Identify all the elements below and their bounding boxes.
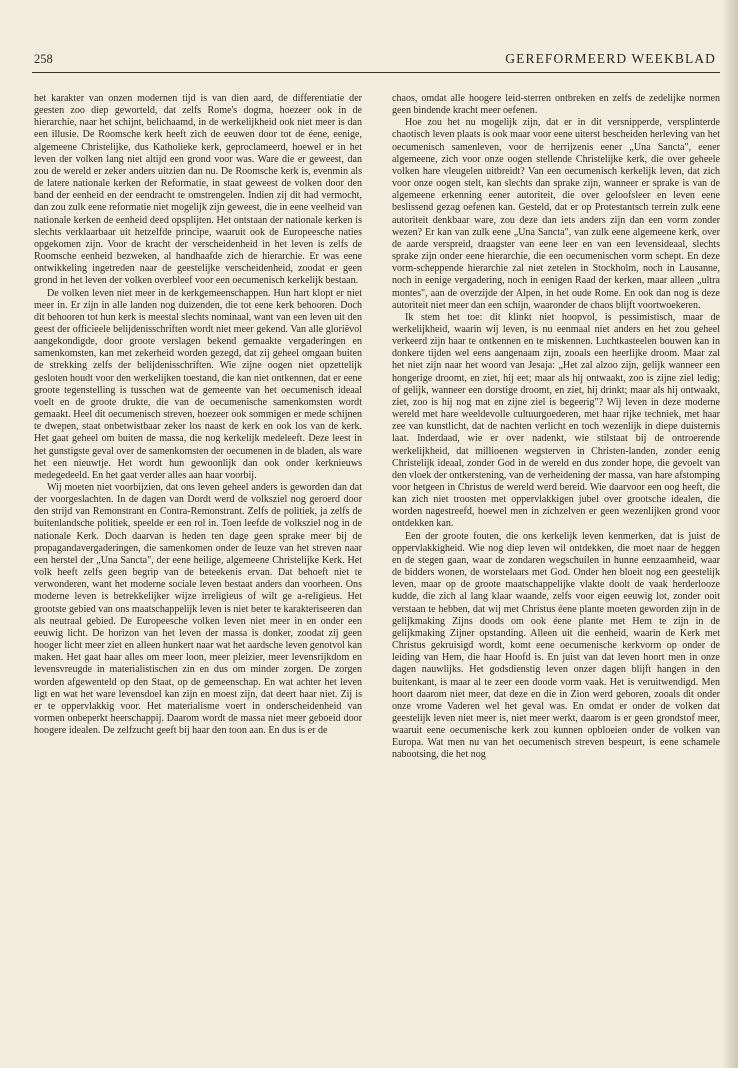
right-column	[392, 93, 720, 762]
paragraph: Hoe zou het nu mogelijk zijn, dat er in dit versnipperde, versplinterde chaotisch leven plaats is ook maar voor eene uiterst bescheiden herleving van het oecumenisch samenleven, voor de herrijzenis eener „Una Sancta", eener algemeene, zich voor onze oogen stellende Christelijke kerk, die over geheele volken hare vleugelen uitbreidt? Van een oecumenisch kerkelijk leven, dat zich voor onze oogen stelt, kan slechts dan sprake zijn, wanneer er sprake is van de algemeene erkenning eener autoriteit, die over geloofsleer en leven eene beslissend gezag oefenen kan. Gesteld, dat er op Protestantsch terrein zulk eene autoriteit denkbaar ware, zou deze dan iets anders zijn dan een vorm zonder wezen? Er kan van zulk eene „Una Sancta", van zulk eene algemeene kerk, over de aarde verspreid, draagster van eene leer en van een levensideaal, slechts sprake zijn onder eene hierarchie, die een oecumenischen vorm schept. En deze vorm-scheppende hierarchie zal niet zetelen in Stockholm, noch in Lausanne, noch in eenige vergadering, noch in eenigen Raad der kerken, maar alleen „ultra montes", aan de overzijde der Alpen, in het oude Rome. En ook dan nog is deze autoriteit niet meer dan een schijn, waaronder de chaos blijft voortwoekeren.	[392, 117, 720, 311]
paragraph: De volken leven niet meer in de kerkgemeenschappen. Hun hart klopt er niet meer in. Er zijn in alle landen nog duizenden, die tot eene kerk behooren. Doch dit behooren tot hun kerk is meestal slechts nominaal, want van een leven uit den geest der officieele belijdenisschriften wordt niet meer gekend. Van alle gloriëvol aangekondigde, door groote verslagen bekend gemaakte vergaderingen en samenkomsten, kan met zekerheid worden gezegd, dat zij geheel omgaan buiten de strekking zelfs der belijdenisschriften. Wie zijne oogen niet opzettelijk gesloten houdt voor den werkelijken toestand, die kan niet ontkennen, dat er eene groote tegenstelling is tusschen wat de gemeente van het oecumenisch ideaal voelt en de groote drukte, die van de oecumenische samenkomsten wordt gemaakt. Heel dit oecumenisch streven, hoezeer ook sommigen er mede schijnen te dwepen, staat onbetwistbaar zeker los naast de kerk en ook los van de kerk. Het gaat geheel om buiten de massa, die nog kerkelijk medeleeft. Deze leest in het gunstigste geval over de samenkomsten der oecumenen in de bladen, als ware het een nieuwtje. Het wordt hun gewoonlijk dan ook onder kerknieuws medegedeeld. En het gaat verder alles aan haar voorbij.	[34, 287, 362, 481]
journal-title: GEREFORMEERD WEEKBLAD	[505, 51, 716, 66]
paragraph: Wij moeten niet voorbijzien, dat ons leven geheel anders is geworden dan dat der voorgeslachten. In de dagen van Dordt werd de volksziel nog geroerd door den strijd van Remonstrant en Contra-Remonstrant. Zelfs de politiek, ja zelfs de buitenlandsche politiek, speelde er een rol in. Toen leefde de volksziel nog in de nationale Kerk. Doch daarvan is heden ten dage geen sprake meer bij de propagandavergaderingen, die samenkomen onder de leuze van het streven naar een herstel der „Una Sancta", der eene heilige, algemeene Christelijke Kerk. Het volk heeft zelfs geen begrip van de beteekenis ervan. Dat behoeft niet te verwonderen, want het moderne sociale leven bestaat anders dan voorheen. Ons moderne leven is betrekkelijker wijze irreligieus of wilt ge a-religieus. Het grootste gebied van ons maatschappelijk leven is niet beter te karakteriseeren dan als neutraal gebied. De Europeesche volken leven niet meer in en onder een eeuwig licht. De horizon van het leven der massa is donker, zoodat zij geen hooger licht meer ziet en alleen hunkert naar wat het aardsche leven genotvol kan maken. Het gaat haar alles om meer loon, meer pleizier, meer levensrijkdom en levensvreugde in materialistischen zin en dus om minder zorgen. De zorgen worden afgewenteld op den Staat, op de gemeenschap. En wat achter het leven ligt en wat het ware levensdoel kan zijn en moest zijn, dat deert haar niet. Zij is er te oppervlakkig voor. Het materialisme voert in onderscheidenheid van vormen onbeperkt heerschappij. Daarom wordt de massa niet meer geboeid door hoogere idealen. De zelfzucht geeft bij haar den toon aan. En dus is er de	[34, 482, 362, 737]
paragraph: chaos, omdat alle hoogere leid-sterren ontbreken en zelfs de zedelijke normen geen bindende kracht meer oefenen.	[392, 93, 720, 117]
paragraph: Ik stem het toe: dit klinkt niet hoopvol, is pessimistisch, maar de werkelijkheid, waarin wij leven, is nu eenmaal niet anders en het zou geheel verkeerd zijn haar te ontkennen en te miskennen. Luchtkasteelen bouwen kan in donkere tijden wel eens aangenaam zijn, zooals een heerlijke droom. Maar zal het niet zijn naar het woord van Jesaja: „Het zal alzoo zijn, gelijk wanneer een hongerige droomt, en ziet, hij eet; maar als hij ontwaakt, zoo is zijne ziel ledig; of gelijk, wanneer een dorstige droomt, en ziet, hij drinkt; maar als hij ontwaakt, ziet, zoo is hij nog mat en zijne ziel is begeerig"? Wij leven in deze moderne wereld met hare weeldevolle cultuurgoederen, met haar rijke techniek, met haar zee van kunstlicht, dat de nachten verlicht en toch wezenlijk in diepe duisternis laat. Inderdaad, wie er over nadenkt, wie stilstaat bij de ontroerende werkelijkheid, dat millioenen wegsterven in Christen-landen, zonder eenig Christelijk ideaal, zonder God in de wereld en dus zonder hope, die gevoelt van den vloek der ontkerstening, van de verheidening der massa, van hare afstomping voor hetgeen in Christus de wereld werd bereid. Wie daarvoor een oog heeft, die kan zich niet troosten met oppervlakkigen jubel over grootsche idealen, die worden nagestreefd, hoewel men in zichzelven er geen wezenlijken grond voor ontdekken kan.	[392, 311, 720, 530]
paragraph: Een der groote fouten, die ons kerkelijk leven kenmerken, dat is juist de oppervlakkigheid. Wie nog diep leven wil ontdekken, die moet naar de heggen en de stegen gaan, waar de zondaren wegschuilen in hunne eenzaamheid, waar de bidders wonen, de worstelaars met God. Onder hen bloeit nog een geestelijk leven, maar op de groote maatschappelijke vlakte doolt de vaak herderlooze kudde, die zich al lang klaar waande, zelfs voor eigen eeuwig lot, zonder ooit verstaan te hebben, dat wij met Christus éene plante moeten geworden zijn in de gelijkmaking Zijns doods om ook éene plante met Hem te zijn in de gelijkmaking Zijner opstanding. Alleen uit die eenheid, waarin de Kerk met Christus gekruisigd wordt, komt eene oecumenische kerkvorm op onder de leiding van Hem, die haar Hoofd is. En juist van dat leven hoort men in onze dagen nauwlijks. Het godsdienstig leven onzer dagen blijft hangen in den buitenkant, is maar al te zeer een doode vorm vaak. Het is veruitwendigd. Men hoort daarom niet meer, dat deze en die in Zion werd geboren, zooals dit onder onze vrome Vaderen wel het geval was. En omdat er onder de volken dat geestelijk leven niet meer is, niet meer werkt, daarom is er geen grondstof meer, waaruit eene oecumenische kerk zou kunnen opbloeien onder de volken van Europa. Wat men nu van het oecumenisch streven bespeurt, is eene schamele nabootsing, die het nog	[392, 530, 720, 761]
left-column	[34, 93, 362, 737]
page-edge-shadow	[722, 0, 738, 1068]
page-header	[32, 50, 720, 73]
paragraph: het karakter van onzen modernen tijd is van dien aard, de differentiatie der geesten zoo diep geworteld, dat zelfs Rome's dogma, hoezeer ook in de hierarchie, naar het schijnt, belichaamd, in de werkelijkheid ook niet meer is dan een illusie. De Roomsche kerk heeft zich de eeuwen door tot de éene, eenige, algemeene Christelijke, dus Katholieke kerk, geproclameerd, hoewel er in het leven der volken lang niet altijd een grond voor was. Ware die er geweest, dan zou de wereld er zeker anders uitzien dan nu. De Roomsche kerk is, evenmin als de latere nationale kerken der Reformatie, in staat geweest de volken door den band der eenheid en der eendracht te omstrengelen. Indien zij dit had vermocht, dan zou zulk eene reformatie niet mogelijk zijn geweest, die in eene veelheid van nationale kerken de eenheid deed opsplijten. Het ontstaan der nationale kerken is slechts verklaarbaar uit hetzelfde principe, waaruit ook de Europeesche naties opgekomen zijn. Voor de kracht der verscheidenheid in het leven is zelfs de Roomsche eenheid bezweken, al handhaafde zich de hierarchie. Er was eene ontwikkeling ingetreden naar de geestelijke verscheidenheid, zoodat er geen grond in het leven der volken overbleef voor een oecumenisch kerkelijk bestaan.	[34, 93, 362, 287]
page-number: 258	[34, 52, 53, 66]
